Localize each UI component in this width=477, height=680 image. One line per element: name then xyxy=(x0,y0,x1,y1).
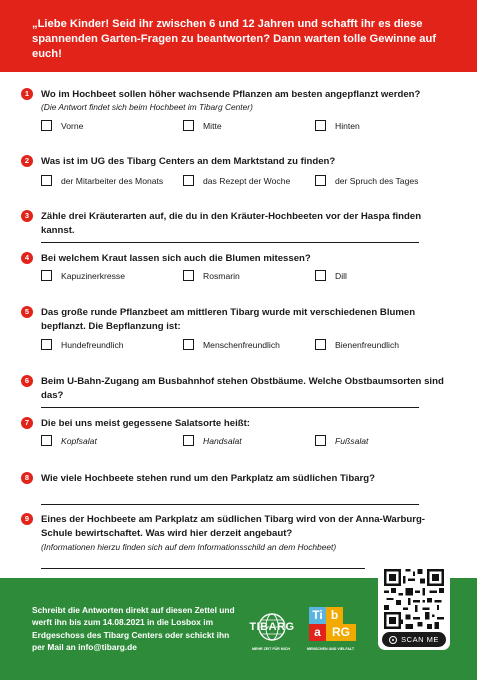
question-number: 7 xyxy=(21,417,33,429)
checkbox[interactable] xyxy=(41,339,52,350)
question-number: 4 xyxy=(21,252,33,264)
tibarg-tagline: MEHR ZEIT FÜR MICH xyxy=(252,647,290,651)
question-text: Das große runde Pflanzbeet am mittleren Tibarg wurde mit verschiedenen Blumen bepflanzt. Die Bepflanzung ist: xyxy=(41,307,416,332)
option-rezept[interactable] xyxy=(183,175,290,186)
option-label: Hundefreundlich xyxy=(61,339,124,350)
qr-code-icon[interactable] xyxy=(384,569,444,629)
qr-code-card[interactable] xyxy=(378,564,450,650)
question-hint: (Die Antwort findet sich beim Hochbeet im Tibarg Center) xyxy=(41,102,253,112)
answer-line[interactable] xyxy=(41,242,419,243)
option-label: das Rezept der Woche xyxy=(203,175,291,186)
question-hint: (Informationen hierzu finden sich auf dem Informationsschild an dem Hochbeet) xyxy=(41,542,337,552)
option-label: Bienenfreundlich xyxy=(335,339,400,350)
answer-line[interactable] xyxy=(41,407,419,408)
tbg-tagline: MENSCHEN UND VIELFALT xyxy=(307,647,355,651)
question-text: Die bei uns meist gegessene Salatsorte heißt: xyxy=(41,418,250,429)
question-text: Eines der Hochbeete am Parkplatz am südlichen Tibarg wird von der Anna-Warburg-Schule bewirtschaftet. Was wird hier derzeit angebaut? xyxy=(41,514,426,539)
tibarg-wordmark: TIBARG xyxy=(249,621,295,633)
option-label: Vorne xyxy=(61,120,84,131)
option-label: der Spruch des Tages xyxy=(335,175,419,186)
question-number: 2 xyxy=(21,155,33,167)
intro-text: „Liebe Kinder! Seid ihr zwischen 6 und 12 Jahren und schafft ihr es diese spannenden Garten-Fragen zu beantworten? Dann warten tolle Gewinne auf euch! xyxy=(32,18,437,60)
option-label: Hinten xyxy=(335,120,360,131)
question-number: 6 xyxy=(21,375,33,387)
option-spruch[interactable] xyxy=(315,175,418,186)
option-vorne[interactable] xyxy=(41,120,83,131)
option-label: Dill xyxy=(335,270,347,281)
question-6 xyxy=(21,375,461,411)
option-handsalat[interactable] xyxy=(183,435,242,446)
question-1 xyxy=(21,88,461,138)
question-number: 9 xyxy=(21,513,33,525)
option-label: Rosmarin xyxy=(203,270,240,281)
checkbox[interactable] xyxy=(183,175,194,186)
option-mitte[interactable] xyxy=(183,120,222,131)
question-number: 1 xyxy=(21,88,33,100)
question-text: Wie viele Hochbeete stehen rund um den Parkplatz am südlichen Tibarg? xyxy=(41,473,375,484)
checkbox[interactable] xyxy=(183,435,194,446)
option-label: Handsalat xyxy=(203,435,242,446)
option-hundefreundlich[interactable] xyxy=(41,339,124,350)
option-label: Kopfsalat xyxy=(61,435,97,446)
scan-icon xyxy=(389,636,397,644)
option-rosmarin[interactable] xyxy=(183,270,240,281)
option-dill[interactable] xyxy=(315,270,347,281)
question-text: Bei welchem Kraut lassen sich auch die Blumen mitessen? xyxy=(41,253,311,264)
checkbox[interactable] xyxy=(41,270,52,281)
answer-line[interactable] xyxy=(41,568,365,569)
checkbox[interactable] xyxy=(183,120,194,131)
question-text: Beim U-Bahn-Zugang am Busbahnhof stehen Obstbäume. Welche Obstbaumsorten sind das? xyxy=(41,376,444,401)
answer-line[interactable] xyxy=(41,504,419,505)
scan-me-label: SCAN ME xyxy=(401,635,439,644)
tbg-logo xyxy=(307,607,361,657)
checkbox[interactable] xyxy=(315,339,326,350)
checkbox[interactable] xyxy=(315,120,326,131)
logo-tile: b xyxy=(326,607,343,624)
intro-banner xyxy=(0,0,477,72)
checkbox[interactable] xyxy=(41,435,52,446)
logo-tile: Ti xyxy=(309,607,326,624)
option-label: Mitte xyxy=(203,120,222,131)
checkbox[interactable] xyxy=(183,339,194,350)
option-label: Menschenfreundlich xyxy=(203,339,280,350)
checkbox[interactable] xyxy=(315,175,326,186)
option-label: der Mitarbeiter des Monats xyxy=(61,175,164,186)
question-5 xyxy=(21,306,461,356)
question-2 xyxy=(21,155,461,195)
checkbox[interactable] xyxy=(183,270,194,281)
option-bienenfreundlich[interactable] xyxy=(315,339,399,350)
option-kapuzinerkresse[interactable] xyxy=(41,270,125,281)
question-9 xyxy=(21,513,461,571)
checkbox[interactable] xyxy=(41,120,52,131)
question-8 xyxy=(21,472,461,508)
question-4 xyxy=(21,252,461,286)
question-number: 8 xyxy=(21,472,33,484)
question-7 xyxy=(21,417,461,451)
question-text: Wo im Hochbeet sollen höher wachsende Pflanzen am besten angepflanzt werden? xyxy=(41,89,421,100)
option-kopfsalat[interactable] xyxy=(41,435,97,446)
option-mitarbeiter[interactable] xyxy=(41,175,163,186)
question-number: 3 xyxy=(21,210,33,222)
question-number: 5 xyxy=(21,306,33,318)
logo-tile: RG xyxy=(326,624,356,641)
option-label: Kapuzinerkresse xyxy=(61,270,126,281)
option-label: Fußsalat xyxy=(335,435,369,446)
checkbox[interactable] xyxy=(315,270,326,281)
question-3 xyxy=(21,210,461,246)
question-text: Was ist im UG des Tibarg Centers an dem Marktstand zu finden? xyxy=(41,156,336,167)
tibarg-logo xyxy=(246,611,298,655)
submission-instructions: Schreibt die Antworten direkt auf diesen Zettel und werft ihn bis zum 14.08.2021 in die Losbox im Erdgeschoss des Tibarg Centers oder schickt ihn per Mail an info@tibarg.de xyxy=(32,605,235,652)
checkbox[interactable] xyxy=(41,175,52,186)
checkbox[interactable] xyxy=(315,435,326,446)
scan-me-button[interactable] xyxy=(382,632,446,647)
option-menschenfreundlich[interactable] xyxy=(183,339,280,350)
question-text: Zähle drei Kräuterarten auf, die du in den Kräuter-Hochbeeten vor der Haspa finden kannst. xyxy=(41,211,422,236)
option-hinten[interactable] xyxy=(315,120,360,131)
option-fusssalat[interactable] xyxy=(315,435,368,446)
logo-tile: a xyxy=(309,624,326,641)
